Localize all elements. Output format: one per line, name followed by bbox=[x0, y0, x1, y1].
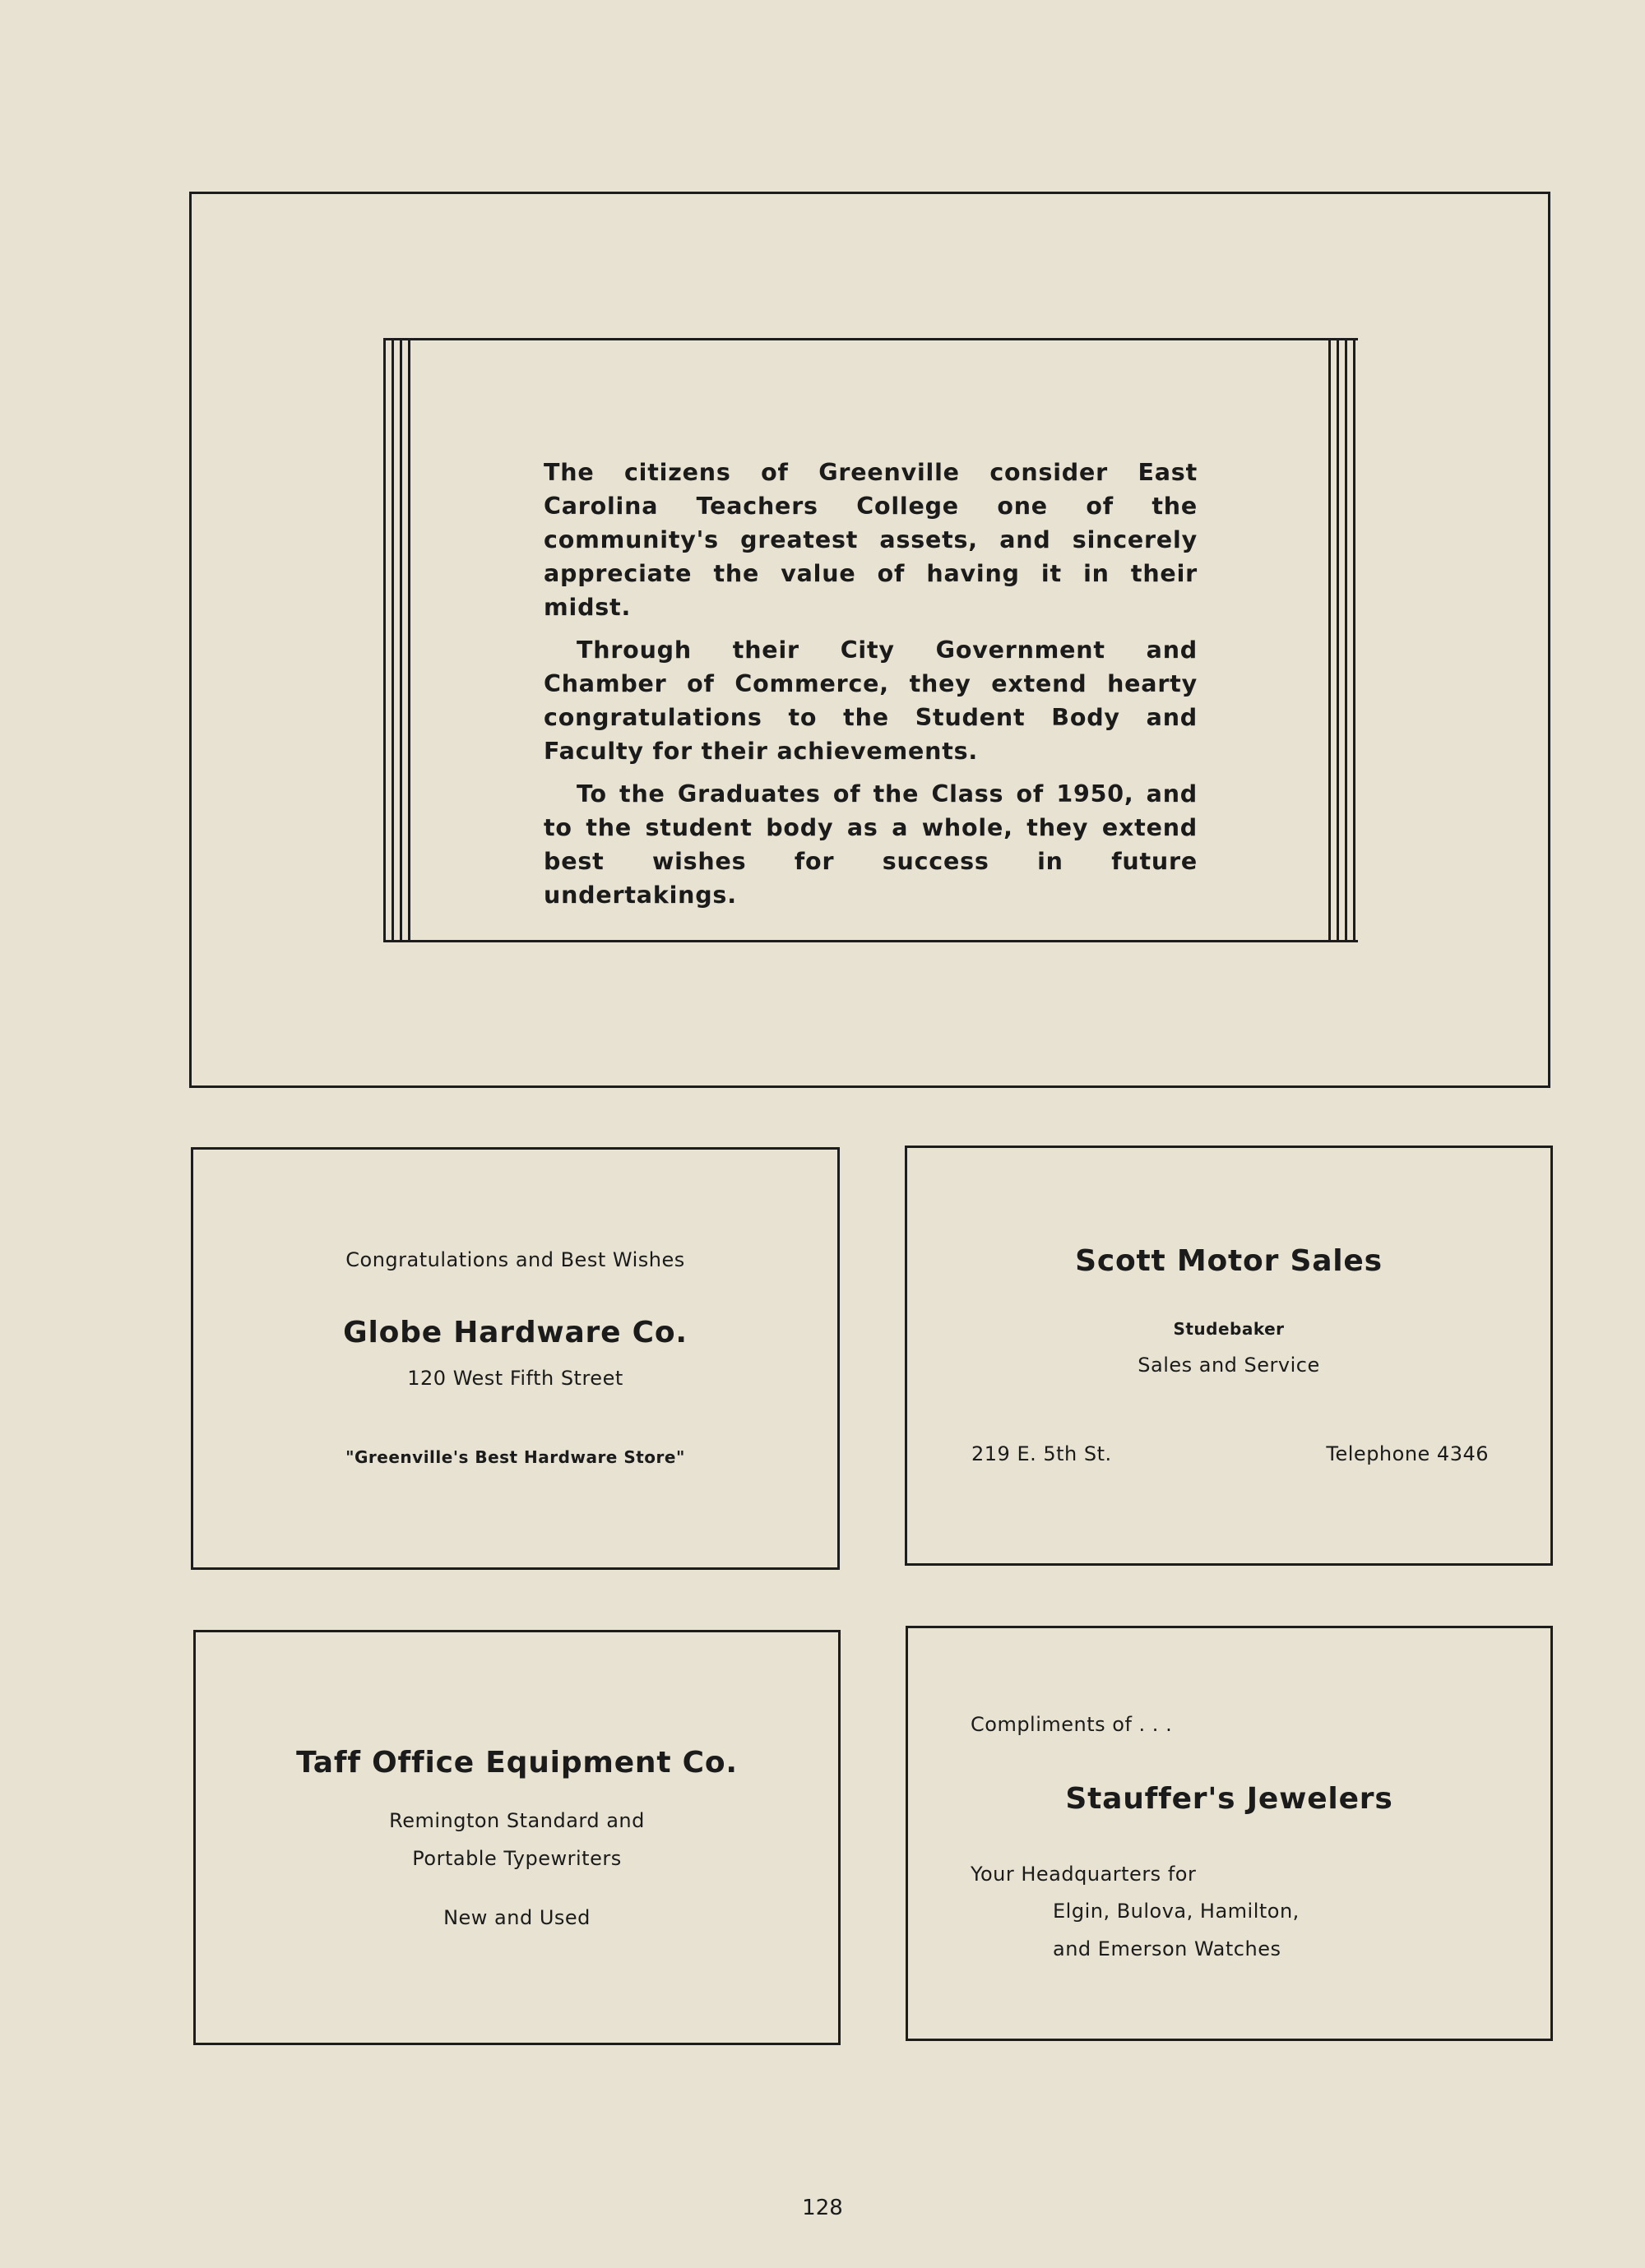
frame-left-rules bbox=[383, 338, 413, 942]
ad-taff-office-equipment bbox=[193, 1630, 841, 2045]
ad-address: 120 West Fifth Street bbox=[407, 1367, 623, 1390]
ad-stauffers-jewelers bbox=[906, 1626, 1553, 2041]
ad-brand: Studebaker bbox=[1173, 1319, 1285, 1339]
frame-right-rules bbox=[1328, 338, 1358, 942]
ad-address: 219 E. 5th St. bbox=[971, 1442, 1112, 1465]
ad-phone: Telephone 4346 bbox=[1326, 1442, 1489, 1465]
announcement-paragraph-1: The citizens of Greenville consider East Carolina Teachers College one of the community's greatest assets, and sincerely appreciate the value of having it in their midst. bbox=[544, 459, 1198, 621]
ad-business-name: Taff Office Equipment Co. bbox=[296, 1746, 738, 1780]
ad-line-2: Elgin, Bulova, Hamilton, bbox=[1053, 1900, 1300, 1923]
announcement-box bbox=[189, 192, 1550, 1088]
ad-business-name: Globe Hardware Co. bbox=[343, 1316, 688, 1349]
ad-scott-motor-sales bbox=[905, 1146, 1553, 1566]
announcement-paragraph-3: To the Graduates of the Class of 1950, and to the student body as a whole, they extend best wishes for success in future undertakings. bbox=[544, 780, 1198, 909]
ad-greeting: Compliments of . . . bbox=[971, 1713, 1173, 1736]
ad-line-1: Your Headquarters for bbox=[971, 1863, 1197, 1886]
announcement-frame bbox=[383, 338, 1358, 942]
ad-globe-hardware bbox=[191, 1147, 840, 1570]
announcement-text bbox=[544, 456, 1198, 921]
ad-business-name: Scott Motor Sales bbox=[1075, 1244, 1383, 1278]
ad-greeting: Congratulations and Best Wishes bbox=[345, 1248, 685, 1271]
page-number: 128 bbox=[802, 2196, 843, 2220]
ad-service: Sales and Service bbox=[1138, 1354, 1320, 1377]
announcement-paragraph-2: Through their City Government and Chamber of Commerce, they extend hearty congratulations to the Student Body and Faculty for their achievements. bbox=[544, 636, 1198, 765]
ad-line-3: and Emerson Watches bbox=[1053, 1937, 1281, 1960]
ad-line-1: Remington Standard and bbox=[389, 1809, 645, 1832]
ad-line-3: New and Used bbox=[443, 1906, 591, 1929]
ad-slogan: "Greenville's Best Hardware Store" bbox=[345, 1447, 685, 1467]
ad-business-name: Stauffer's Jewelers bbox=[1065, 1782, 1393, 1816]
ad-line-2: Portable Typewriters bbox=[412, 1847, 622, 1870]
